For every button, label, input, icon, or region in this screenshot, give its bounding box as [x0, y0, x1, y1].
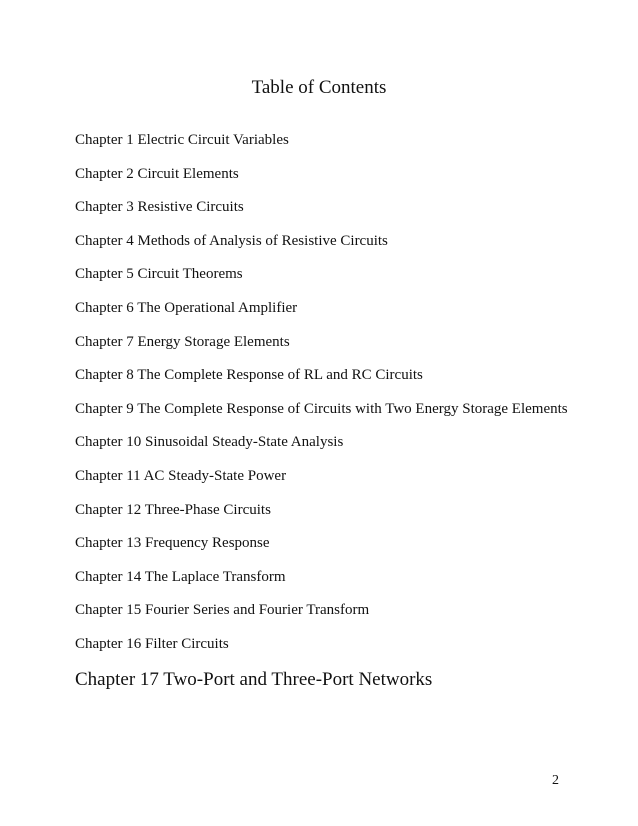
- toc-entry-chapter-15[interactable]: Chapter 15 Fourier Series and Fourier Transform: [75, 602, 370, 619]
- page-title: Table of Contents: [251, 77, 387, 98]
- table-of-contents-list: [75, 130, 568, 705]
- toc-entry-chapter-4[interactable]: Chapter 4 Methods of Analysis of Resistive Circuits: [75, 232, 388, 249]
- toc-entry-chapter-6[interactable]: Chapter 6 The Operational Amplifier: [75, 299, 298, 316]
- toc-entry-chapter-8[interactable]: Chapter 8 The Complete Response of RL and RC Circuits: [75, 367, 423, 384]
- toc-entry-chapter-7[interactable]: Chapter 7 Energy Storage Elements: [75, 333, 290, 350]
- toc-entry-chapter-14[interactable]: Chapter 14 The Laplace Transform: [75, 568, 286, 585]
- toc-entry-chapter-17[interactable]: Chapter 17 Two-Port and Three-Port Networks: [75, 668, 433, 690]
- toc-entry-chapter-9[interactable]: Chapter 9 The Complete Response of Circuits with Two Energy Storage Elements: [75, 400, 568, 417]
- page-number: 2: [552, 773, 559, 788]
- toc-entry-chapter-3[interactable]: Chapter 3 Resistive Circuits: [75, 199, 244, 216]
- toc-entry-chapter-11[interactable]: Chapter 11 AC Steady-State Power: [75, 467, 287, 484]
- toc-entry-chapter-10[interactable]: Chapter 10 Sinusoidal Steady-State Analysis: [75, 434, 344, 451]
- toc-entry-chapter-12[interactable]: Chapter 12 Three-Phase Circuits: [75, 501, 271, 518]
- toc-entry-chapter-2[interactable]: Chapter 2 Circuit Elements: [75, 165, 239, 182]
- toc-entry-chapter-1[interactable]: Chapter 1 Electric Circuit Variables: [75, 132, 289, 148]
- toc-entry-chapter-16[interactable]: Chapter 16 Filter Circuits: [75, 635, 229, 652]
- toc-entry-chapter-13[interactable]: Chapter 13 Frequency Response: [75, 535, 270, 552]
- toc-entry-chapter-5[interactable]: Chapter 5 Circuit Theorems: [75, 266, 243, 283]
